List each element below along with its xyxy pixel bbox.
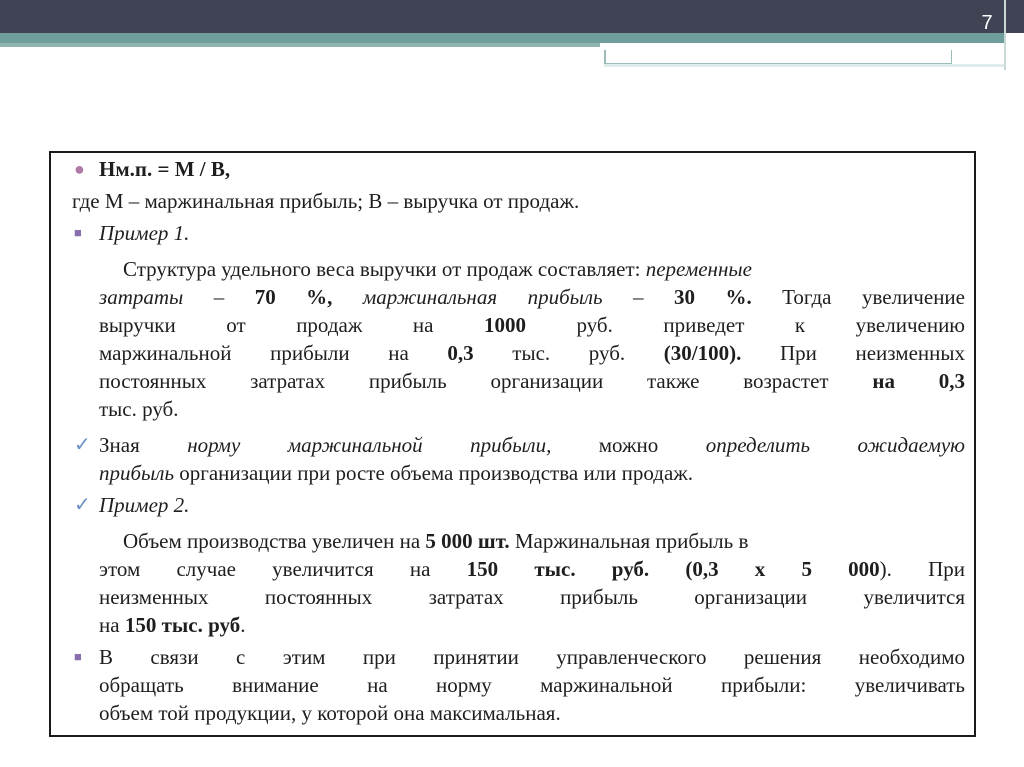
- formula-note: где М – маржинальная прибыль; В – выручка от продаж.: [72, 189, 580, 213]
- ex1-line-5: [99, 367, 965, 395]
- page-number: 7: [981, 12, 993, 34]
- text-run: можно: [551, 433, 706, 457]
- text-run: Тогда увеличение: [751, 285, 965, 309]
- text-run-italic: прибыль: [99, 461, 174, 485]
- example1-title-item: [72, 219, 965, 247]
- example2-title-item: [72, 491, 965, 519]
- final-line-3: объем той продукции, у которой она максимальная.: [99, 701, 561, 725]
- formula: Нм.п. = М / В,: [99, 157, 231, 181]
- text-run: ). При: [879, 557, 966, 581]
- text-run-italic: определить ожидаемую: [705, 433, 965, 457]
- text-run-italic: затраты: [99, 285, 184, 309]
- text-run-bold: 150 тыс. руб: [124, 613, 241, 637]
- text-run: Структура удельного веса выручки от продаж составляет:: [123, 257, 646, 281]
- text-run-bold: 1000: [483, 313, 526, 337]
- text-run-bold: 30 %.: [674, 285, 752, 309]
- header-decor-line: [604, 64, 1004, 67]
- square-bullet-icon: ■: [74, 225, 82, 240]
- square-bullet-icon: ■: [74, 649, 82, 664]
- text-run: руб. приведет к увеличению: [525, 313, 965, 337]
- text-run: на: [99, 613, 125, 637]
- text-run-bold: (30/100).: [663, 341, 742, 365]
- text-run-bold: на 0,3: [872, 369, 965, 393]
- check1-line-2: [99, 459, 965, 487]
- text-run: выручки от продаж на: [99, 313, 484, 337]
- ex1-line-3: [99, 311, 965, 339]
- header-decor-box: [604, 50, 952, 64]
- text-run: –: [602, 285, 674, 309]
- check1-line-1: [99, 431, 965, 459]
- text-run: Объем производства увеличен на: [123, 529, 426, 553]
- ex1-line-4: [99, 339, 965, 367]
- text-run-italic: норму маржинальной прибыли,: [187, 433, 552, 457]
- text-run: тыс. руб.: [473, 341, 664, 365]
- text-run: Маржинальная прибыль в: [509, 529, 749, 553]
- text-run: постоянных затратах прибыль организации также возрастет: [99, 369, 873, 393]
- check-item-norm: [72, 431, 965, 487]
- text-run-bold: 70 %,: [254, 285, 333, 309]
- checkmark-bullet-icon: ✓: [74, 494, 91, 516]
- ex1-line-2: [99, 283, 965, 311]
- header-accent-stripe: [0, 33, 1005, 43]
- conclusion-item: [72, 643, 965, 727]
- ex2-line-4: [99, 611, 965, 639]
- checkmark-bullet-icon: ✓: [74, 434, 91, 456]
- final-line-1: В связи с этим при принятии управленческого решения необходимо: [99, 645, 965, 669]
- formula-item: [72, 155, 965, 183]
- header-accent-stripe-thin: [0, 43, 600, 47]
- slide-body: [72, 155, 965, 727]
- text-run: Зная: [99, 433, 188, 457]
- text-run-bold: 5 000 шт.: [425, 529, 510, 553]
- final-line-2: обращать внимание на норму маржинальной прибыли: увеличивать: [99, 673, 965, 697]
- ex1-line-1: [99, 255, 965, 283]
- example2-title: Пример 2.: [99, 493, 190, 517]
- dot-bullet-icon: ●: [74, 159, 85, 179]
- text-run: При неизменных: [741, 341, 965, 365]
- text-run: маржинальной прибыли на: [99, 341, 448, 365]
- text-run: организации при росте объема производства или продаж.: [174, 461, 694, 485]
- example2-paragraph: [72, 527, 965, 639]
- header-decor-vline: [1004, 0, 1006, 70]
- header-bar: [0, 0, 1024, 33]
- ex1-line-6: тыс. руб.: [99, 397, 179, 421]
- example1-paragraph: [72, 255, 965, 423]
- ex2-line-3: неизменных постоянных затратах прибыль организации увеличится: [99, 585, 965, 609]
- text-run: этом случае увеличится на: [99, 557, 467, 581]
- example1-title: Пример 1.: [99, 221, 190, 245]
- text-run-italic: переменные: [645, 257, 752, 281]
- text-run: .: [240, 613, 246, 637]
- ex2-line-1: [99, 527, 965, 555]
- text-run-bold: 150 тыс. руб. (0,3 х 5 000: [466, 557, 880, 581]
- text-run-italic: маржинальная прибыль: [332, 285, 603, 309]
- ex2-line-2: [99, 555, 965, 583]
- text-run-bold: 0,3: [447, 341, 474, 365]
- text-run: –: [183, 285, 255, 309]
